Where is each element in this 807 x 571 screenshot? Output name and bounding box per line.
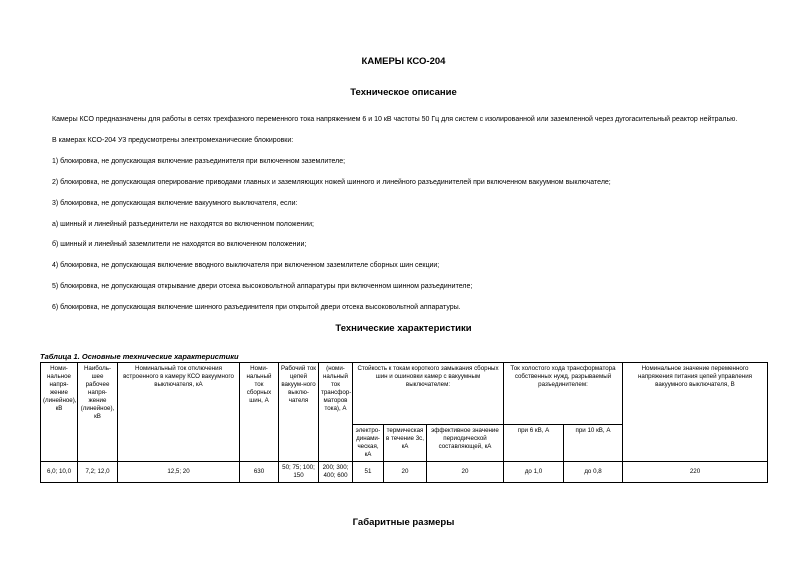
paragraph-item-4: 4) блокировка, не допускающая включение вводного выключателя при включенном заземлителе сборных шин секции; — [52, 262, 440, 269]
header-electrodynamic: электро-динами-ческая, кА — [353, 425, 384, 462]
document-title: КАМЕРЫ КСО-204 — [361, 56, 446, 67]
cell-ct-current: 200; 300; 400; 600 — [319, 462, 353, 483]
paragraph-intro: Камеры КСО предназначены для работы в сетях трехфазного переменного тока напряжением 6 и 10 кВ частоты 50 Гц для систем с изолированной или заземленной через дугогасительный реактор нейтралью. — [52, 116, 738, 123]
header-nominal-voltage: Номи-нальное напря-жение (линейное), кВ — [41, 363, 78, 462]
cell-at-6kv: до 1,0 — [504, 462, 564, 483]
cell-breaking-current: 12,5; 20 — [118, 462, 240, 483]
paragraph-item-5: 5) блокировка, не допускающая открывание двери отсека высоковольтной аппаратуры при включенном шинном разъединителе; — [52, 283, 473, 290]
paragraph-item-2: 2) блокировка, не допускающая оперирование приводами главных и заземляющих ножей шинного и линейного разъединителей при включенном вакуумном выключателе; — [52, 179, 611, 186]
header-effective: эффективное значение периодической составляющей, кА — [427, 425, 504, 462]
paragraph-item-3b: б) шинный и линейный заземлители не находятся во включенном положении; — [52, 241, 307, 248]
table-header-row — [41, 363, 768, 425]
table-row — [41, 462, 768, 483]
cell-effective: 20 — [427, 462, 504, 483]
header-at-6kv: при 6 кВ, А — [504, 425, 564, 462]
header-working-current: Рабочий ток цепей вакуум-ного выклю-чателя — [279, 363, 319, 462]
section-heading-dimensions: Габаритные размеры — [352, 517, 455, 528]
cell-electrodynamic: 51 — [353, 462, 384, 483]
cell-busbar-current: 630 — [240, 462, 279, 483]
header-busbar-current: Номи-нальный ток сборных шин, А — [240, 363, 279, 462]
header-thermal: термическая в течение 3с, кА — [384, 425, 427, 462]
specs-table — [40, 362, 768, 483]
cell-working-current: 50; 75; 100; 150 — [279, 462, 319, 483]
header-ct-current: (номи-нальный ток трансфор-маторов тока), А — [319, 363, 353, 462]
paragraph-item-1: 1) блокировка, не допускающая включение разъединителя при включенном заземлителе; — [52, 158, 346, 165]
header-short-circuit-group: Стойкость к токам короткого замыкания сборных шин и ошиновки камер с вакуумным выключателем: — [353, 363, 504, 425]
table-caption: Таблица 1. Основные технические характеристики — [40, 352, 239, 361]
header-at-10kv: при 10 кВ, А — [564, 425, 623, 462]
section-heading-specs: Технические характеристики — [335, 323, 472, 334]
paragraph-item-3: 3) блокировка, не допускающая включение вакуумного выключателя, если: — [52, 200, 298, 207]
cell-at-10kv: до 0,8 — [564, 462, 623, 483]
header-control-voltage: Номинальное значение переменного напряжения питания цепей управления вакуумного выключателя, В — [623, 363, 768, 462]
header-breaking-current: Номинальный ток отключения встроенного в камеру КСО вакуумного выключателя, кА — [118, 363, 240, 462]
header-max-voltage: Наиболь-шее рабочее напря-жение (линейное), кВ — [78, 363, 118, 462]
paragraph-item-3a: а) шинный и линейный разъединители не находятся во включенном положении; — [52, 221, 314, 228]
header-no-load-group: Ток холостого хода трансформатора собственных нужд, разрываемый разъединителем: — [504, 363, 623, 425]
paragraph-interlocks: В камерах КСО-204 У3 предусмотрены электромеханические блокировки: — [52, 137, 294, 144]
cell-max-voltage: 7,2; 12,0 — [78, 462, 118, 483]
document-subtitle: Техническое описание — [350, 87, 457, 98]
cell-nominal-voltage: 6,0; 10,0 — [41, 462, 78, 483]
cell-control-voltage: 220 — [623, 462, 768, 483]
paragraph-item-6: 6) блокировка, не допускающая включение шинного разъединителя при открытой двери отсека высоковольтной аппаратуры. — [52, 304, 461, 311]
cell-thermal: 20 — [384, 462, 427, 483]
